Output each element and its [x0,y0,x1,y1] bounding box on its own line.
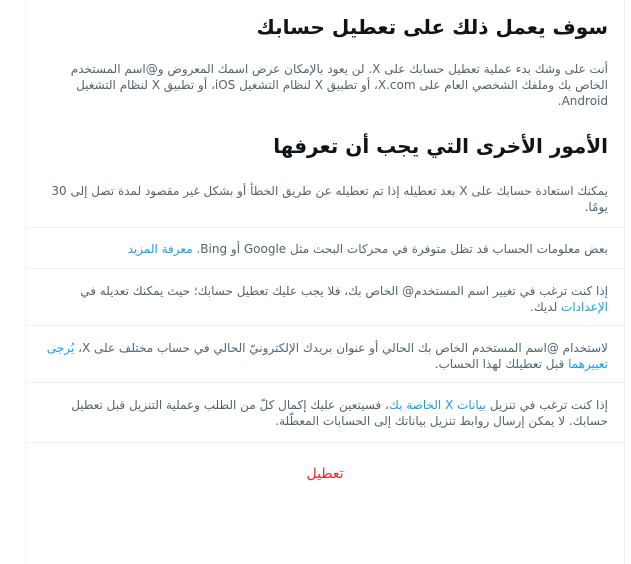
change-them-link[interactable]: يُرجى تغييرهما [46,341,608,371]
divider [26,227,624,228]
email-text-before: لاستخدام @اسم المستخدم الخاص بك الحالي أو عنوان بريدك الإلكترونيّ الحالي في حساب مختلف على X، [74,341,608,355]
username-text-after: لديك. [530,300,562,314]
download-text-before: إذا كنت ترغب في تنزيل [486,398,608,412]
download-text-after: ، فسيتعين عليك إكمال كلّ من الطلب وعملية التنزيل قبل تعطيل حسابك. لا يمكن إرسال روابط تنزيل بياناتك إلى الحسابات المعطّلة. [71,398,608,428]
divider [26,268,624,269]
divider [26,382,624,383]
intro-text: أنت على وشك بدء عملية تعطيل حسابك على X. لن يعود بالإمكان عرض اسمك المعروض و@اسم المستخدم الخاص بك وملفك الشخصي العام على X.com، أو تطبيق X لنظام التشغيل iOS، أو تطبيق X لنظام التشغيل Android. [70,62,608,108]
learn-more-link[interactable]: معرفة المزيد [127,242,193,256]
deactivate-button[interactable]: تعطيل [306,466,344,482]
username-text-before: إذا كنت ترغب في تغيير اسم المستخدم@ الخاص بك، فلا يجب عليك تعطيل حسابك؛ حيث يمكنك تعديله في [80,284,608,298]
email-text-after: قبل تعطيلك لهذا الحساب. [434,357,569,371]
page-title: سوف يعمل ذلك على تعطيل حسابك [256,15,608,39]
info-item-download [26,397,624,429]
settings-link[interactable]: الإعدادات [561,300,608,314]
search-text: بعض معلومات الحساب قد تظل متوفرة في محركات البحث مثل Google أو Bing. [192,242,608,256]
info-item-restore [26,183,624,215]
divider [26,325,624,326]
info-item-username [26,283,624,315]
info-item-email [26,340,624,372]
section-title: الأمور الأخرى التي يجب أن تعرفها [273,134,608,158]
info-item-search [26,241,624,257]
restore-text: يمكنك استعادة حسابك على X بعد تعطيله إذا تم تعطيله عن طريق الخطأ أو بشكل غير مقصود لمدة تصل إلى 30 يومًا. [51,184,608,214]
deactivate-panel [25,0,625,564]
divider [26,442,624,443]
your-x-data-link[interactable]: بيانات X الخاصة بك [388,398,487,412]
